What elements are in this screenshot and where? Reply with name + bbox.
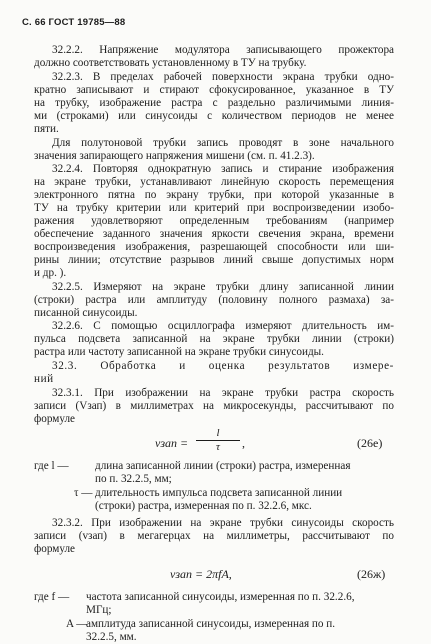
fraction: [196, 428, 240, 453]
definition-prefix: τ —: [74, 487, 93, 499]
equation-number: (26ж): [357, 567, 386, 581]
paragraph-line: формуле: [34, 413, 75, 425]
paragraph-line: и др. ).: [34, 267, 67, 279]
paragraph-line: писанной синусоиды.: [34, 307, 138, 319]
definition-text: длительность импульса подсвета записанной линии: [95, 487, 343, 499]
definition-text: амплитуда записанной синусоиды, измеренная по п.: [86, 618, 336, 630]
fraction-numerator: l: [216, 427, 220, 439]
paragraph-line: ТУ на трубку критерии или критерий при воспроизведении изобо-: [34, 202, 394, 214]
paragraph-line: 32.3.1. При изображении на экране трубки растра скорость: [52, 387, 394, 399]
definition-prefix: где f —: [34, 591, 70, 603]
paragraph-line: записи (Vзап) в миллиметрах на микросекунды, рассчитывают по: [34, 400, 394, 412]
definition-text: 32.2.5, мм.: [86, 631, 137, 643]
paragraph-line: формуле: [34, 543, 75, 555]
definition-text: по п. 32.2.5, мм;: [95, 473, 172, 485]
paragraph-line: 32.2.4. Повторяя однократную запись и стирание изображения: [52, 163, 394, 175]
definition-text: частота записанной синусоиды, измеренная по п. 32.2.6,: [86, 591, 355, 603]
paragraph-line: ражения удовлетворяют определенным требованиям (например: [34, 215, 394, 227]
paragraph-line: 32.2.6. С помощью осциллографа измеряют длительность им-: [52, 320, 394, 332]
formula-2: vзап = 2πfA,: [170, 567, 232, 581]
paragraph-line: ми (строками) или синусоиды с количеством периодов не менее: [34, 110, 394, 122]
paragraph-line: на трубку, изображение растра с раздельно различимыми линия-: [34, 97, 394, 109]
paragraph-line: обеспечение заданного значения яркости свечения экрана, времени: [34, 228, 394, 240]
definition-prefix: A —: [66, 618, 88, 630]
equation-number: (26е): [357, 436, 383, 450]
paragraph-line: кратно записывают и стирают сфокусированное, указанное в ТУ: [34, 84, 394, 96]
section-heading: ний: [34, 373, 54, 385]
paragraph-line: 32.2.2. Напряжение модулятора записывающего прожектора: [52, 44, 394, 56]
formula-tail: ,: [242, 436, 245, 450]
definition-text: (строки) растра, измеренная по п. 32.2.6, мкс.: [95, 500, 312, 512]
formula-lhs: vзап =: [155, 436, 189, 450]
paragraph-line: на экране трубки, устанавливают линейную скорость перемещения: [34, 176, 394, 188]
paragraph-line: должно соответствовать установленному в ТУ на трубку.: [34, 57, 307, 69]
paragraph-line: записи (vзап) в мегагерцах на миллиметры, рассчитывают по: [34, 530, 394, 542]
paragraph-line: (строки) растра или амплитуду (половину полного размаха) за-: [34, 294, 394, 306]
paragraph-line: 32.2.5. Измеряют на экране трубки длину записанной линии: [52, 281, 394, 293]
paragraph-line: 32.2.3. В пределах рабочей поверхности экрана трубки одно-: [52, 71, 394, 83]
fraction-denominator: τ: [216, 441, 220, 453]
paragraph-line: пяти.: [34, 123, 59, 135]
paragraph-line: электронного пятна по экрану трубки, при которой указанные в: [34, 189, 394, 201]
definition-text: длина записанной линии (строки) растра, измеренная: [95, 460, 351, 472]
section-heading: 32.3. Обработка и оценка результатов измере-: [52, 360, 394, 372]
page-header: С. 66 ГОСТ 19785—88: [22, 17, 126, 28]
paragraph-line: рины линии; отсутствие разрывов линий свыше допустимых норм: [34, 254, 394, 266]
definition-text: МГц;: [86, 604, 112, 616]
paragraph-line: воспроизведения изображения, разрешающей способности или ши-: [34, 241, 394, 253]
paragraph-line: 32.3.2. При изображении на экране трубки синусоиды скорость: [52, 517, 394, 529]
paragraph-line: пульса подсвета записанной на экране трубки линии (строки): [34, 333, 394, 345]
paragraph-line: растра или частоту записанной на экране трубки синусоиды.: [34, 346, 324, 358]
definition-prefix: где l —: [34, 460, 69, 472]
paragraph-line: Для полутоновой трубки запись проводят в зоне начального: [52, 137, 394, 149]
paragraph-line: значения запирающего напряжения мишени (см. п. 41.2.3).: [34, 150, 315, 162]
